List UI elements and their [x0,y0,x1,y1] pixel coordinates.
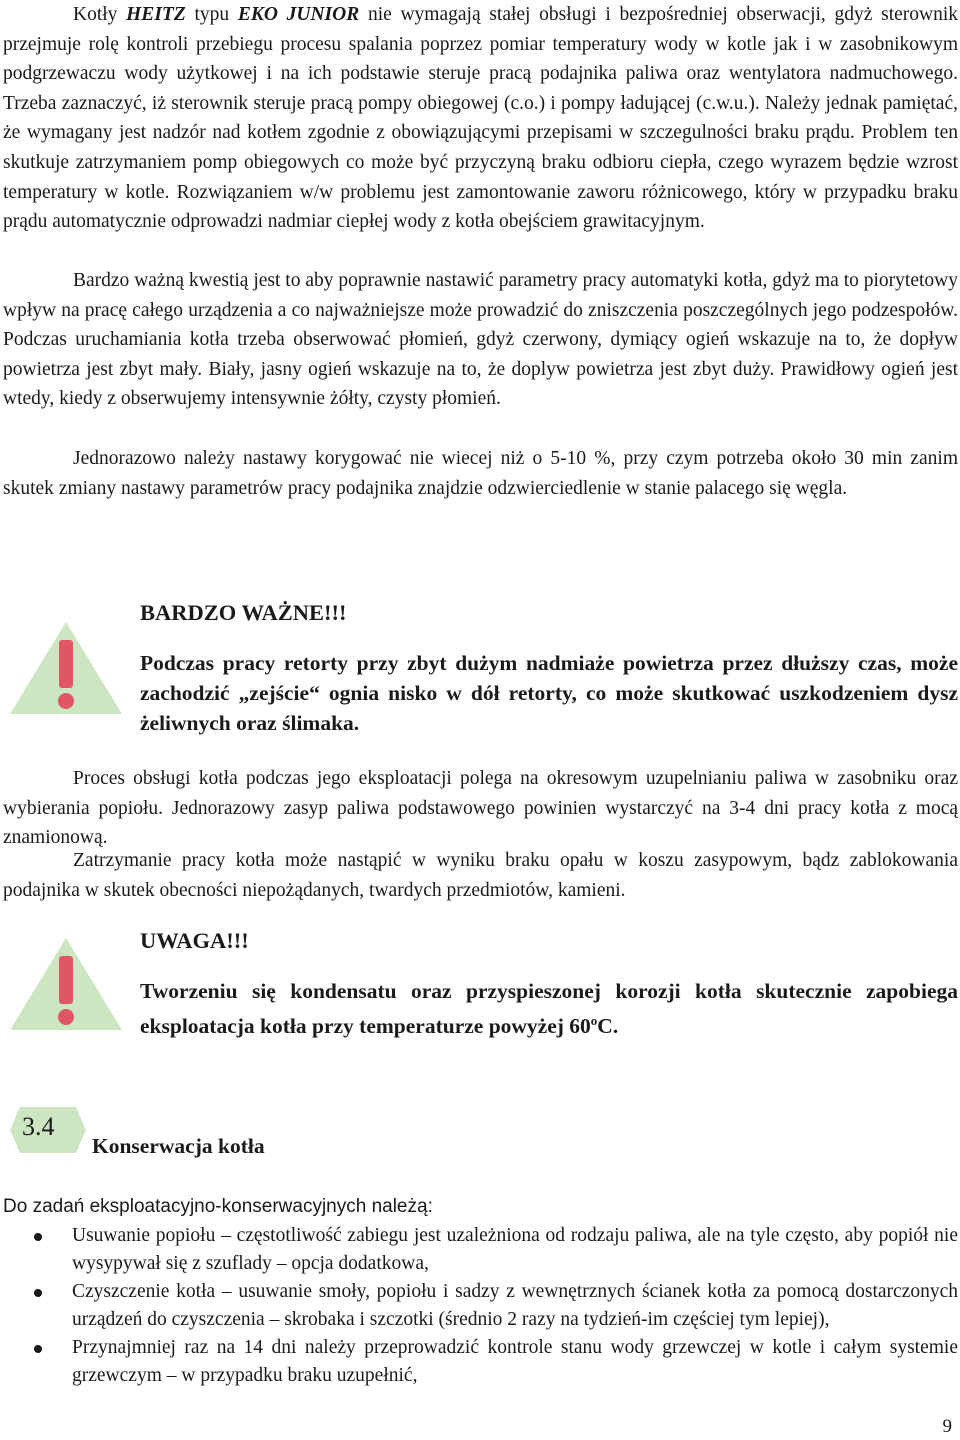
warning-triangle-icon [6,618,126,718]
list-item [0,1334,958,1390]
paragraph-stop: Zatrzymanie pracy kotła może nastąpić w wyniku braku opału w koszu zasypowym, bądz zablokowania podajnika w skutek obecności niepożądanych, twardych przedmiotów, kamieni. [3,850,958,901]
list-item-text: Usuwanie popiołu – częstotliwość zabiegu jest uzależniona od rodzaju paliwa, ale na tyle często, aby popiół nie wysypywał się z szuflady – opcja dodatkowa, [72,1225,958,1274]
section-number: 3.4 [22,1112,55,1141]
list-item-text: Czyszczenie kotła – usuwanie smoły, popiołu i sadzy z wewnętrznych ścianek kotła za pomocą dostarczonych urządzeń do czyszczenia – skrobaka i szczotki (średnio 2 razy na tydzień-im częściej tym lepiej), [72,1281,958,1330]
paragraph-intro [3,0,958,237]
brand-name: HEITZ [126,4,186,25]
warning-body: Podczas pracy retorty przy zbyt dużym nadmiaże powietrza przez dłuższy czas, może zachodzić „zejście“ ognia nisko w dół retorty, co może skutkować uszkodzeniem dysz żeliwnych oraz ślimaka. [140,651,958,735]
section-intro: Do zadań eksploatacyjno-konserwacyjnych należą: [3,1196,433,1217]
degree-superscript: o [590,1013,598,1028]
bullet-icon [34,1233,42,1241]
section-title: Konserwacja kotła [92,1134,265,1158]
warning-title: UWAGA!!! [140,928,249,953]
maintenance-list [0,1222,958,1390]
model-name: EKO JUNIOR [237,4,360,25]
list-item [0,1278,958,1334]
warning-text: Tworzeniu się kondensatu oraz przyspieszonej korozji kotła skutecznie zapobiega eksploatacja kotła przy temperaturze powyżej 60 [140,979,958,1039]
paragraph-settings: Bardzo ważną kwestią jest to aby poprawnie nastawić parametry pracy automatyki kotła, gdyż ma to piorytetowy wpływ na pracę całego urządzenia a co najważniejsze może prowadzić do zniszczenia poszczególnych jego podzespołów. Podczas uruchamiania kotła trzeba obserwować płomień, gdyż czerwony, dymiący ogień wskazuje na to, że dopływ powietrza jest zbyt mały. Biały, jasny ogień wskazuje na to, że doplyw powietrza jest zbyt duży. Prawidłowy ogień jest wtedy, kiedy z obserwujemy intensywnie żółty, czysty płomień. [3,270,958,410]
paragraph-adjustment: Jednorazowo należy nastawy korygować nie wiecej niż o 5-10 %, przy czym potrzeba około 30 min zanim skutek zmiany nastawy parametrów pracy podajnika znajdzie odzwierciedlenie w stanie palacego się węgla. [3,448,958,499]
list-item [0,1222,958,1278]
list-item-text: Przynajmniej raz na 14 dni należy przeprowadzić kontrole stanu wody grzewczej w kotle i całym systemie grzewczym – w przypadku braku uzupełnić, [72,1337,958,1386]
text-run: Kotły [73,4,127,25]
temperature-unit: C. [597,1014,619,1039]
warning-title: BARDZO WAŻNE!!! [140,600,347,625]
bullet-icon [34,1345,42,1353]
page-number: 9 [942,1416,952,1437]
bullet-icon [34,1289,42,1297]
warning-triangle-icon [6,934,126,1034]
paragraph-operation: Proces obsługi kotła podczas jego eksploatacji polega na okresowym uzupelnianiu paliwa w zasobniku oraz wybierania popiołu. Jednorazowy zasyp paliwa podstawowego powinien wystarczyć na 3-4 dni pracy kotła z mocą znamionową. [3,768,958,849]
text-run: typu [185,4,238,25]
warning-body [140,976,958,1041]
text-run: nie wymagają stałej obsługi i bezpośredniej obserwacji, gdyż sterownik przejmuje rolę kontroli przebiegu procesu spalania poprzez pomiar temperatury wody w kotle jak i w zasobnikowym podgrzewaczu wody użytkowej i na ich podstawie steruje pracą podajnika paliwa oraz wentylatora nadmuchowego. Trzeba zaznaczyć, iż sterownik steruje pracą pompy obiegowej (c.o.) i pompy ładującej (c.w.u.). Należy jednak pamiętać, że wymagany jest nadzór nad kotłem zgodnie z obowiązującymi przepisami w szczegulności braku prądu. Problem ten skutkuje zatrzymaniem pomp obiegowych co może być przyczyną braku odbioru ciepła, czego wyrazem będzie wzrost temperatury w kotle. Rozwiązaniem w/w problemu jest zamontowanie zaworu różnicowego, który w przypadku braku prądu automatycznie odprowadzi nadmiar ciepłej wody z kotła obejściem grawitacyjnym. [3,4,959,233]
